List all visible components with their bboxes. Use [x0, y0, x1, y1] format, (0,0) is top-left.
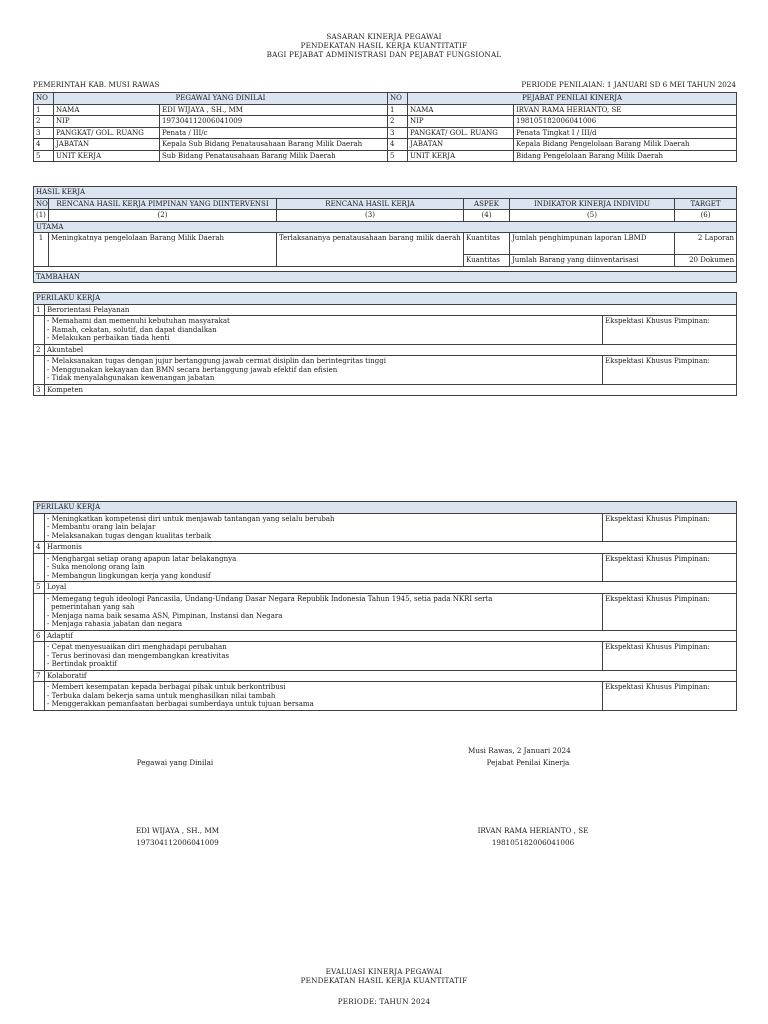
leader-work-plan: Meningkatnya pengelolaan Barang Milik Daerah: [49, 233, 277, 267]
appraiser-role: Pejabat Penilai Kinerja: [486, 758, 570, 767]
evaluation-title: [0, 967, 768, 985]
behavior-item: - Suka menolong orang lain: [47, 563, 145, 571]
leader-expectation: Ekspektasi Khusus Pimpinan:: [603, 682, 737, 711]
hasil-kerja-section: HASIL KERJA: [34, 187, 737, 199]
col-number: (5): [510, 210, 675, 222]
row-no: 3: [34, 127, 54, 139]
leader-expectation: Ekspektasi Khusus Pimpinan:: [603, 642, 737, 671]
behavior-item: - Menghargai setiap orang apapun latar belakangnya: [47, 554, 237, 563]
behavior-item: - Terbuka dalam bekerja sama untuk menghasilkan nilai tambah: [47, 691, 276, 700]
behavior-name: Kompeten: [45, 384, 737, 396]
target: 2 Laporan: [675, 233, 737, 255]
col-header: TARGET: [675, 198, 737, 210]
aspect: Kuantitas: [464, 255, 510, 267]
leader-expectation: Ekspektasi Khusus Pimpinan:: [603, 316, 737, 345]
row-no: 2: [388, 116, 408, 128]
identity-row: [34, 104, 737, 116]
title-line-1: SASARAN KINERJA PEGAWAI: [326, 32, 442, 41]
tambahan-section: TAMBAHAN: [34, 271, 737, 283]
leader-expectation: Ekspektasi Khusus Pimpinan:: [603, 553, 737, 582]
identity-table: [33, 92, 737, 162]
row-label: NAMA: [54, 104, 160, 116]
behavior-items: [45, 553, 603, 582]
behavior-item: - Ramah, cekatan, solutif, dan dapat diandalkan: [47, 325, 217, 334]
row-no: 3: [388, 127, 408, 139]
behavior-item: - Membantu orang lain belajar: [47, 523, 156, 531]
behavior-no: 6: [34, 630, 45, 642]
no-header: NO: [388, 93, 408, 105]
behavior-item: - Melaksanakan tugas dengan jujur bertanggung jawab cermat disiplin dan berintegritas tinggi: [47, 357, 386, 365]
appraiser-signature-nip: 198105182006041006: [491, 838, 575, 847]
appraiser-rank: Penata Tingkat I / III/d: [514, 127, 737, 139]
behavior-item: - Menggerakkan pemanfaatan berbagai sumberdaya untuk tujuan bersama: [47, 700, 314, 708]
leader-expectation: Ekspektasi Khusus Pimpinan:: [603, 356, 737, 385]
behavior-name: Kolaboratif: [45, 670, 737, 682]
identity-row: [34, 127, 737, 139]
behavior-item: - Menjaga rahasia jabatan dan negara: [47, 620, 182, 628]
behavior-items: [45, 682, 603, 711]
behavior-no: 1: [34, 304, 45, 316]
behavior-no: 7: [34, 670, 45, 682]
leader-expectation: Ekspektasi Khusus Pimpinan:: [603, 593, 737, 630]
evaluation-period: PERIODE: TAHUN 2024: [337, 997, 431, 1006]
col-header: NO: [34, 198, 49, 210]
behavior-name: Harmonis: [45, 542, 737, 554]
employee-role: Pegawai yang Dinilai: [136, 758, 214, 767]
indicator: Jumlah penghimpunan laporan LBMD: [510, 233, 675, 255]
behavior-name: Loyal: [45, 582, 737, 594]
appraiser-signature-name: IRVAN RAMA HERIANTO , SE: [477, 826, 589, 835]
employee-position: Kepala Sub Bidang Penatausahaan Barang Milik Daerah: [160, 139, 388, 151]
behavior-no: 4: [34, 542, 45, 554]
no-header: NO: [34, 93, 54, 105]
identity-row: [34, 116, 737, 128]
behavior-items: [45, 642, 603, 671]
behavior-name: Berorientasi Pelayanan: [45, 304, 737, 316]
row-no: 1: [34, 104, 54, 116]
appraiser-header: PEJABAT PENILAI KINERJA: [408, 93, 737, 105]
row-no: 5: [388, 150, 408, 162]
row-label: PANGKAT/ GOL. RUANG: [408, 127, 514, 139]
row-label: NIP: [54, 116, 160, 128]
employee-signature-name: EDI WIJAYA , SH., MM: [135, 826, 220, 835]
hasil-kerja-table: [33, 186, 737, 283]
row-label: JABATAN: [408, 139, 514, 151]
col-header: RENCANA HASIL KERJA: [277, 198, 464, 210]
row-no: 4: [388, 139, 408, 151]
row-label: UNIT KERJA: [54, 150, 160, 162]
employee-unit: Sub Bidang Penatausahaan Barang Milik Daerah: [160, 150, 388, 162]
col-number: (4): [464, 210, 510, 222]
behavior-item: - Memberi kesempatan kepada berbagai pihak untuk berkontribusi: [47, 683, 286, 691]
behavior-item: - Memahami dan memenuhi kebutuhan masyarakat: [47, 317, 230, 325]
col-header: RENCANA HASIL KERJA PIMPINAN YANG DIINTERVENSI: [49, 198, 277, 210]
title-line-2: PENDEKATAN HASIL KERJA KUANTITATIF: [300, 41, 468, 50]
appraiser-name: IRVAN RAMA HERIANTO, SE: [514, 104, 737, 116]
row-no: 1: [34, 233, 49, 267]
behavior-item: - Meningkatkan kompetensi diri untuk menjawab tantangan yang selalu berubah: [47, 514, 335, 523]
row-label: UNIT KERJA: [408, 150, 514, 162]
title-line-3: BAGI PEJABAT ADMINISTRASI DAN PEJABAT FUNGSIONAL: [266, 50, 502, 59]
row-no: 5: [34, 150, 54, 162]
meta-row: [33, 80, 736, 89]
col-header: ASPEK: [464, 198, 510, 210]
behavior-item: - Cepat menyesuaikan diri menghadapi perubahan: [47, 643, 227, 651]
row-label: JABATAN: [54, 139, 160, 151]
row-no: 1: [388, 104, 408, 116]
row-label: NAMA: [408, 104, 514, 116]
behavior-items: [45, 356, 603, 385]
behavior-name: Akuntabel: [45, 344, 737, 356]
col-number: (1): [34, 210, 49, 222]
behavior-item: - Terus berinovasi dan mengembangkan kreativitas: [47, 651, 230, 660]
indicator: Jumlah Barang yang diinventarisasi: [510, 255, 675, 267]
behavior-items: [45, 593, 603, 630]
row-label: NIP: [408, 116, 514, 128]
aspect: Kuantitas: [464, 233, 510, 255]
behavior-item: pemerintahan yang sah: [51, 603, 135, 611]
behavior-item: - Memegang teguh ideologi Pancasila, Undang-Undang Dasar Negara Republik Indonesia Tahun 1945, setia pada NKRI serta: [47, 594, 493, 603]
employee-name: EDI WIJAYA , SH., MM: [160, 104, 388, 116]
identity-row: [34, 150, 737, 162]
appraiser-position: Kepala Bidang Pengelolaan Barang Milik Daerah: [514, 139, 737, 151]
behavior-item: - Melakukan perbaikan tiada henti: [47, 334, 170, 342]
eval-title-line-2: PENDEKATAN HASIL KERJA KUANTITATIF: [300, 976, 468, 985]
behavior-no: 2: [34, 344, 45, 356]
perilaku-table-1: [33, 292, 737, 396]
eval-title-line-1: EVALUASI KINERJA PEGAWAI: [325, 967, 443, 976]
behavior-item: - Bertindak proaktif: [47, 660, 118, 668]
assessment-period: PERIODE PENILAIAN: 1 JANUARI SD 6 MEI TAHUN 2024: [521, 80, 736, 89]
behavior-items: [45, 316, 603, 345]
utama-section: UTAMA: [34, 221, 737, 233]
col-header: INDIKATOR KINERJA INDIVIDU: [510, 198, 675, 210]
behavior-name: Adaptif: [45, 630, 737, 642]
employee-signature-nip: 197304112006041009: [136, 838, 219, 847]
employee-rank: Penata / III/c: [160, 127, 388, 139]
perilaku-section: PERILAKU KERJA: [34, 502, 737, 514]
perilaku-table-2: [33, 501, 737, 711]
behavior-item: - Melaksanakan tugas dengan kualitas terbaik: [47, 531, 212, 540]
behavior-item: - Tidak menyalahgunakan kewenangan jabatan: [47, 374, 215, 382]
behavior-item: - Menggunakan kekayaan dan BMN secara bertanggung jawab efektif dan efisien: [47, 365, 338, 374]
employee-nip: 197304112006041009: [160, 116, 388, 128]
institution: PEMERINTAH KAB. MUSI RAWAS: [33, 80, 160, 89]
leader-expectation: Ekspektasi Khusus Pimpinan:: [603, 513, 737, 542]
col-number: (3): [277, 210, 464, 222]
place-date: Musi Rawas, 2 Januari 2024: [468, 746, 571, 755]
table-row: [34, 233, 737, 255]
behavior-item: - Menjaga nama baik sesama ASN, Pimpinan, Instansi dan Negara: [47, 611, 283, 620]
behavior-items: [45, 513, 603, 542]
row-no: 4: [34, 139, 54, 151]
behavior-no: 5: [34, 582, 45, 594]
col-number: (2): [49, 210, 277, 222]
target: 20 Dokumen: [675, 255, 737, 267]
identity-row: [34, 139, 737, 151]
row-no: 2: [34, 116, 54, 128]
behavior-item: - Membangun lingkungan kerja yang kondusif: [47, 571, 211, 580]
perilaku-section: PERILAKU KERJA: [34, 293, 737, 305]
row-label: PANGKAT/ GOL. RUANG: [54, 127, 160, 139]
appraiser-nip: 198105182006041006: [514, 116, 737, 128]
work-plan: Terlaksananya penatausahaan barang milik daerah: [277, 233, 464, 267]
employee-header: PEGAWAI YANG DINILAI: [54, 93, 388, 105]
col-number: (6): [675, 210, 737, 222]
appraiser-unit: Bidang Pengelolaan Barang Milik Daerah: [514, 150, 737, 162]
behavior-no: 3: [34, 384, 45, 396]
document-title: [0, 32, 768, 59]
